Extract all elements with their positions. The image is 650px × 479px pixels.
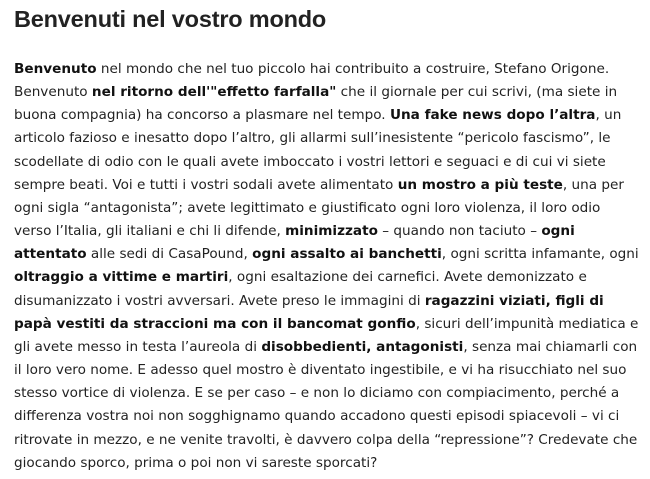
text-run: , sicuri dell’impunità mediatica e gli avete messo in testa l’aureola di	[14, 315, 639, 355]
article	[14, 0, 639, 475]
text-run: , una per ogni sigla “antagonista”; avete legittimato e giustificato ogni loro violenza, il loro odio verso l’Italia, gli italiani e chi li difende,	[14, 176, 624, 240]
text-run: , ogni esaltazione dei carnefici. Avete demonizzato e disumanizzato i vostri avversari. Avete preso le immagini di	[14, 269, 587, 309]
bold-phrase: oltraggio a vittime e martiri	[14, 269, 229, 286]
text-run: , un articolo fazioso e inesatto dopo l’altro, gli allarmi sull’inesistente “pericolo fascismo”, le scodellate di odio con le quali avete imboccato i vostri lettori e seguaci e di cui vi siete sempre beati. Voi e tutti i vostri sodali avete alimentato	[14, 107, 622, 193]
bold-phrase: Una fake news dopo l’altra	[389, 107, 596, 124]
bold-phrase: ogni assalto ai banchetti	[252, 246, 442, 263]
bold-phrase: ragazzini viziati, figli di papà vestiti da straccioni ma con il bancomat gonfio	[14, 292, 604, 332]
text-run: alle sedi di CasaPound,	[86, 246, 253, 263]
text-run: nel mondo che nel tuo piccolo hai contribuito a costruire, Stefano Origone. Benvenuto	[14, 61, 610, 101]
text-run: che il giornale per cui scrivi, (ma siete in buona compagnia) ha concorso a plasmare nel tempo.	[14, 84, 618, 124]
article-title: Benvenuti nel vostro mondo	[14, 6, 327, 32]
article-paragraph	[14, 58, 639, 475]
bold-phrase: nel ritorno dell'"effetto farfalla"	[91, 84, 337, 101]
text-run: – quando non taciuto –	[377, 223, 542, 240]
bold-phrase: un mostro a più teste	[397, 176, 563, 193]
bold-phrase: ogni attentato	[14, 223, 575, 263]
bold-phrase: disobbedienti, antagonisti	[261, 338, 464, 355]
bold-phrase: Benvenuto	[14, 61, 97, 77]
text-run: , ogni scritta infamante, ogni	[441, 246, 639, 263]
text-run: , senza mai chiamarli con il loro vero nome. E adesso quel mostro è diventato ingestibile, e vi ha risucchiato nel suo stesso vortice di violenza. E se per caso – e non lo diciamo con compiacimento, perché a differenza vostra noi non sogghignamo quando accadono questi episodi spiacevoli – vi ci ritrovate in mezzo, e ne venite travolti, è davvero colpa della “repressione”? Credevate che giocando sporco, prima o poi non vi sareste sporcati?	[14, 338, 638, 471]
bold-phrase: minimizzato	[285, 223, 378, 240]
